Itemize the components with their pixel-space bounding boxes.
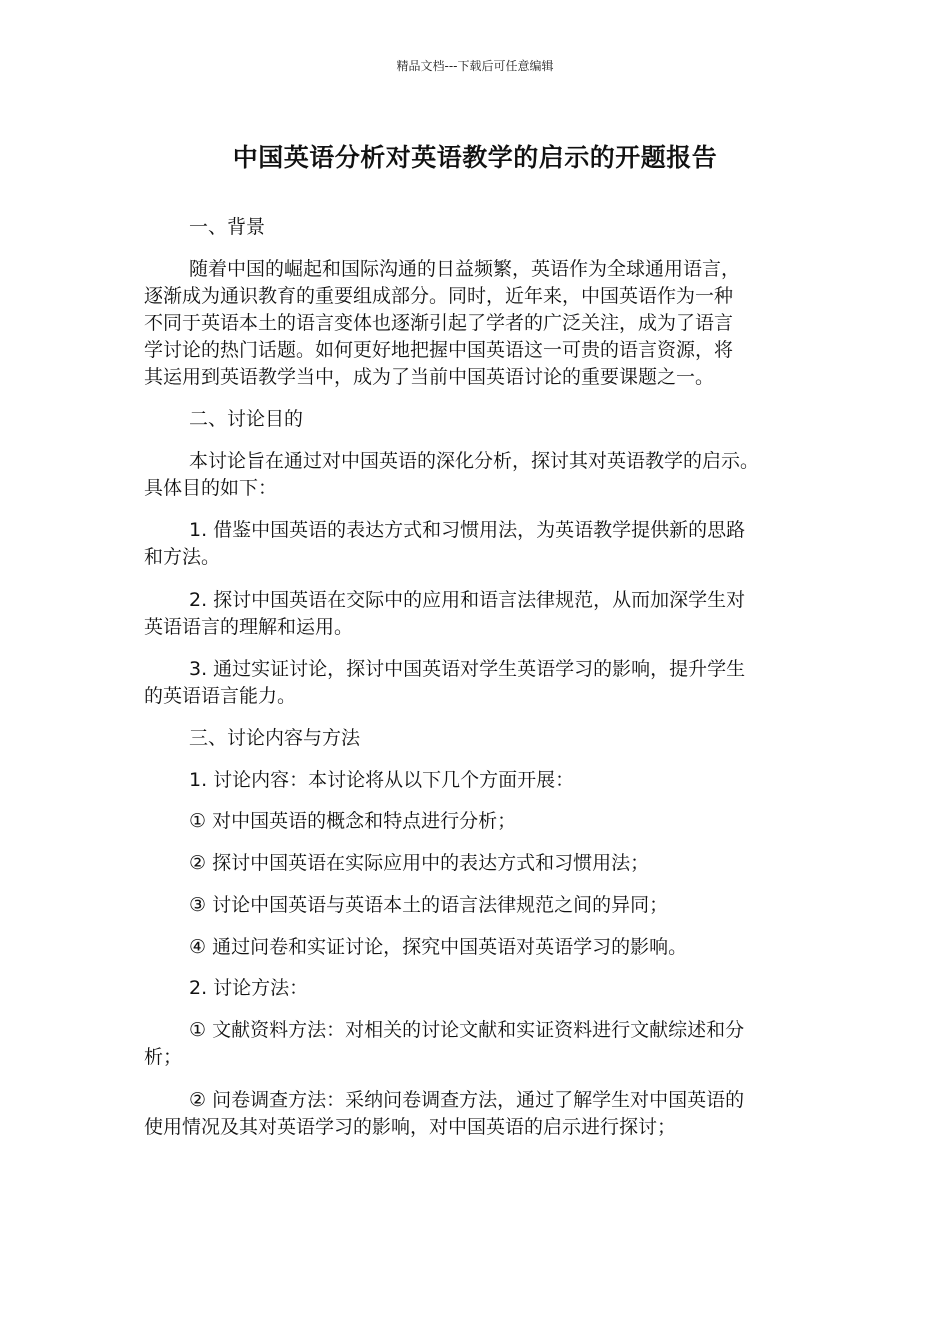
- heading-background: 一、背景: [189, 216, 266, 238]
- content-item-1: [144, 808, 804, 835]
- purpose-item-3-text: 3. 通过实证讨论，探讨中国英语对学生英语学习的影响，提升学生 的英语语言能力。: [144, 658, 746, 707]
- method-label: [144, 975, 804, 1002]
- purpose-intro-paragraph: 本讨论旨在通过对中国英语的深化分析，探讨其对英语教学的启示。 具体目的如下：: [144, 450, 760, 499]
- content-item-4: [144, 934, 804, 961]
- section-1-body: [144, 256, 804, 391]
- purpose-item-1-text: 1. 借鉴中国英语的表达方式和习惯用法，为英语教学提供新的思路 和方法。: [144, 519, 746, 568]
- section-2-heading: [144, 406, 804, 433]
- method-item-2: [144, 1087, 804, 1141]
- content-item-1-text: ① 对中国英语的概念和特点进行分析；: [189, 810, 517, 832]
- purpose-item-2-text: 2. 探讨中国英语在交际中的应用和语言法律规范，从而加深学生对 英语语言的理解和运用。: [144, 589, 746, 638]
- content-label: [144, 767, 804, 794]
- background-paragraph: 随着中国的崛起和国际沟通的日益频繁，英语作为全球通用语言， 逐渐成为通识教育的重要组成部分。同时，近年来，中国英语作为一种 不同于英语本土的语言变体也逐渐引起了学者的广泛关注，成为了语言 学讨论的热门话题。如何更好地把握中国英语这一可贵的语言资源，将 其运用到英语教学当中，成为了当前中国英语讨论的重要课题之一。: [144, 258, 741, 388]
- document-title: 中国英语分析对英语教学的启示的开题报告: [232, 143, 718, 172]
- content-item-3: [144, 892, 804, 919]
- purpose-item-1: [144, 517, 804, 571]
- content-item-2-text: ② 探讨中国英语在实际应用中的表达方式和习惯用法；: [189, 852, 650, 874]
- heading-content-method: 三、讨论内容与方法: [189, 727, 361, 749]
- content-label-text: 1. 讨论内容：本讨论将从以下几个方面开展：: [189, 769, 575, 791]
- heading-purpose: 二、讨论目的: [189, 408, 304, 430]
- method-item-1-text: ① 文献资料方法：对相关的讨论文献和实证资料进行文献综述和分 析；: [144, 1019, 745, 1068]
- method-item-2-text: ② 问卷调查方法：采纳问卷调查方法，通过了解学生对中国英语的 使用情况及其对英语学习的影响，对中国英语的启示进行探讨；: [144, 1089, 745, 1138]
- header-note: 精品文档---下载后可任意编辑: [396, 59, 554, 73]
- section-3-heading: [144, 725, 804, 752]
- content-item-4-text: ④ 通过问卷和实证讨论，探究中国英语对英语学习的影响。: [189, 936, 688, 958]
- section-1-heading: [144, 214, 804, 241]
- section-2-intro: [144, 448, 804, 502]
- method-label-text: 2. 讨论方法：: [189, 977, 309, 999]
- method-item-1: [144, 1017, 804, 1071]
- purpose-item-2: [144, 587, 804, 641]
- content-item-2: [144, 850, 804, 877]
- purpose-item-3: [144, 656, 804, 710]
- content-item-3-text: ③ 讨论中国英语与英语本土的语言法律规范之间的异同；: [189, 894, 669, 916]
